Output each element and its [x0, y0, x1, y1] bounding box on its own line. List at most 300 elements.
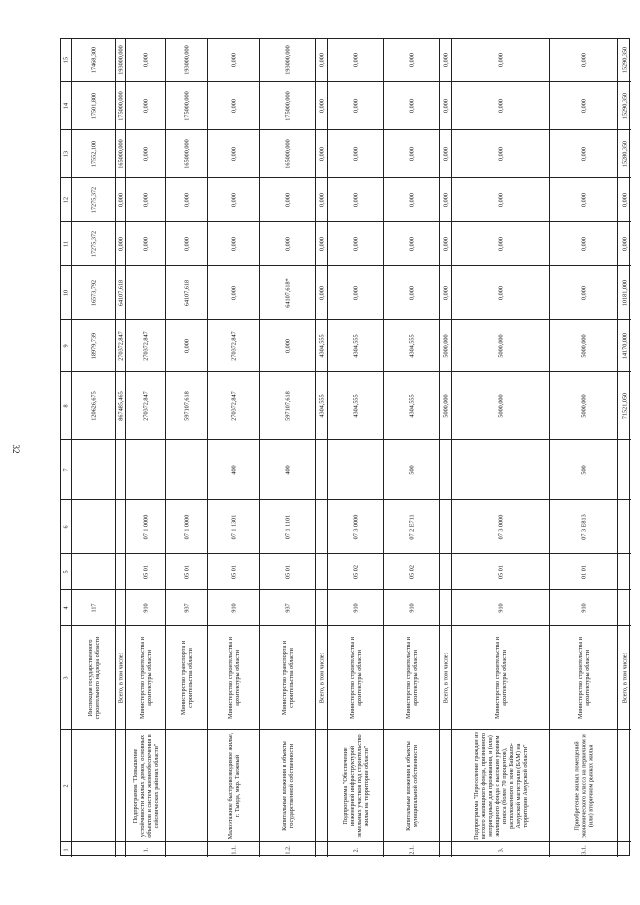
table-cell [383, 177, 439, 221]
table-cell [315, 625, 327, 729]
cell-text: 175000,000 [284, 90, 291, 121]
table-cell [115, 553, 125, 589]
table-cell [327, 439, 383, 499]
cell-text: 910 [352, 602, 359, 613]
cell-text: 0,000 [580, 285, 587, 300]
table-cell [115, 265, 125, 319]
cell-text: 5000,000 [497, 333, 504, 358]
table-cell [71, 625, 115, 729]
cell-text: 0,000 [318, 53, 325, 67]
cell-text: 0,000 [352, 236, 359, 251]
table-cell [327, 625, 383, 729]
table-cell [439, 553, 451, 589]
table-cell [259, 177, 315, 221]
cell-text: 0,000 [284, 192, 291, 207]
table-cell [617, 589, 631, 625]
table-cell [115, 371, 125, 439]
cell-text: Министерство строительства и архитектуры области [226, 636, 241, 719]
table-cell [315, 221, 327, 265]
table-cell [327, 371, 383, 439]
cell-text: 500 [408, 464, 415, 475]
cell-text: 07 3 0000 [497, 514, 504, 539]
cell-text: 867485,465 [117, 390, 124, 421]
table-cell [549, 39, 617, 81]
cell-text: 0,000 [408, 53, 415, 67]
cell-text: 910 [230, 602, 237, 613]
table-cell [71, 499, 115, 553]
table-cell [439, 81, 451, 129]
table-cell [125, 221, 165, 265]
cell-text: 0,000 [318, 192, 325, 207]
table-cell [207, 221, 259, 265]
table-cell [61, 319, 71, 371]
cell-text: Всего, в том числе: [318, 652, 325, 703]
cell-text: 175000,000 [117, 90, 124, 121]
cell-text: 4304,555 [408, 333, 415, 358]
cell-text: Инспекция государственного строительного надзора области [86, 636, 101, 719]
table-cell [61, 81, 71, 129]
table-cell [451, 129, 549, 177]
table-cell [259, 729, 315, 841]
table-cell [165, 81, 207, 129]
table-cell [549, 81, 617, 129]
table-cell [549, 221, 617, 265]
table-cell [115, 129, 125, 177]
table-cell [439, 221, 451, 265]
table-cell [451, 221, 549, 265]
table-cell [617, 177, 631, 221]
table-cell [125, 81, 165, 129]
cell-text: 3. [497, 847, 504, 852]
table-cell [327, 553, 383, 589]
cell-text: 0,000 [142, 236, 149, 251]
cell-text: 0,000 [230, 98, 237, 113]
table-cell [451, 439, 549, 499]
cell-text: 07 3 0000 [352, 514, 359, 539]
table-cell [617, 265, 631, 319]
table-cell [383, 499, 439, 553]
cell-text: 910 [142, 602, 149, 613]
cell-text: 597107,618 [183, 390, 190, 421]
cell-text: Малоэтажное быстровозводимое жилье, г. Тында, мкр. Таежный [226, 732, 241, 839]
table-cell [71, 439, 115, 499]
table-cell [439, 625, 451, 729]
cell-text: Министерство транспорта и строительства области [280, 640, 295, 715]
cell-text: 165000,000 [284, 138, 291, 169]
cell-text: 0,000 [117, 192, 124, 207]
cell-text: 05 02 [352, 564, 359, 579]
cell-text: 0,000 [621, 192, 628, 207]
cell-text: 0,000 [442, 146, 449, 161]
cell-text: 0,000 [142, 146, 149, 161]
table-cell [549, 371, 617, 439]
cell-text: 0,000 [230, 192, 237, 207]
cell-text: 0,000 [318, 98, 325, 113]
cell-text: 0,000 [352, 53, 359, 67]
cell-text: 0,000 [352, 285, 359, 300]
table-cell [439, 371, 451, 439]
cell-text: 0,000 [621, 236, 628, 251]
cell-text: 4304,555 [318, 333, 325, 358]
table-cell [549, 625, 617, 729]
table-cell [439, 265, 451, 319]
table-cell [439, 177, 451, 221]
table-cell [207, 841, 259, 857]
table-cell [383, 841, 439, 857]
cell-text: Министерство строительства и архитектуры области [138, 636, 153, 719]
table-cell [451, 499, 549, 553]
table-cell [617, 625, 631, 729]
table-cell [383, 81, 439, 129]
table-cell [207, 439, 259, 499]
table-cell [451, 81, 549, 129]
table-cell [115, 625, 125, 729]
table-cell [115, 439, 125, 499]
cell-text: 5000,000 [442, 393, 449, 418]
cell-text: 15290,350 [621, 46, 628, 74]
cell-text: 4304,555 [352, 393, 359, 418]
table-cell [71, 81, 115, 129]
cell-text: Министерство строительства и архитектуры области [348, 636, 363, 719]
table-cell [617, 319, 631, 371]
table-cell [617, 499, 631, 553]
table-cell [451, 265, 549, 319]
table-cell [115, 39, 125, 81]
table-cell [165, 729, 207, 841]
table-cell [383, 129, 439, 177]
table-cell [165, 439, 207, 499]
cell-text: 270372,847 [142, 390, 149, 421]
cell-text: 5000,000 [442, 333, 449, 358]
cell-text: 193000,000 [284, 45, 291, 75]
table-cell [125, 265, 165, 319]
table-cell [115, 319, 125, 371]
table-cell [125, 625, 165, 729]
cell-text: 0,000 [580, 192, 587, 207]
cell-text: 15280,350 [621, 140, 628, 167]
cell-text: 0,000 [318, 236, 325, 251]
cell-text: 05 01 [497, 564, 504, 579]
cell-text: 0,000 [230, 146, 237, 161]
table-cell [165, 39, 207, 81]
table-cell [259, 841, 315, 857]
table-cell [71, 553, 115, 589]
table-cell [71, 265, 115, 319]
table-cell [125, 589, 165, 625]
cell-text: 17552,100 [90, 140, 97, 167]
cell-text: 0,000 [142, 192, 149, 207]
table-cell [549, 553, 617, 589]
cell-text: 07 1 0000 [183, 514, 190, 539]
table-cell [451, 589, 549, 625]
cell-text: 2. [352, 847, 359, 852]
table-cell [259, 439, 315, 499]
table-cell [61, 371, 71, 439]
table-cell [115, 589, 125, 625]
table-cell [327, 177, 383, 221]
table-cell [61, 129, 71, 177]
cell-text: 5000,000 [497, 393, 504, 418]
cell-text: 71521,050 [621, 392, 628, 419]
column-number: 6 [62, 524, 70, 529]
budget-table [60, 38, 630, 856]
cell-text: Всего, в том числе: [117, 652, 124, 703]
column-number: 1 [62, 847, 70, 852]
cell-text: 17275,372 [90, 230, 97, 257]
table-cell [165, 177, 207, 221]
column-number: 8 [62, 403, 70, 408]
table-cell [383, 371, 439, 439]
table-cell [315, 841, 327, 857]
table-cell [315, 553, 327, 589]
table-cell [115, 221, 125, 265]
table-cell [383, 589, 439, 625]
table-cell [451, 39, 549, 81]
table-cell [71, 371, 115, 439]
cell-text: 0,000 [408, 146, 415, 161]
cell-text: 0,000 [352, 98, 359, 113]
table-cell [315, 589, 327, 625]
table-cell [165, 371, 207, 439]
table-cell [165, 553, 207, 589]
table-cell [617, 841, 631, 857]
table-cell [207, 81, 259, 129]
cell-text: 0,000 [442, 285, 449, 300]
cell-text: 165000,000 [117, 138, 124, 169]
table-cell [451, 371, 549, 439]
cell-text: Подпрограмма "Переселение граждан из ветхого жилищного фонда, признанного непригодным для проживания, и (или) жилищного фонда с высоким уровнем износа (более 70 процентов), расположенного в зоне Байкало-Амурской магистрали (БАМ) на территории Амурской области" [472, 731, 529, 840]
table-cell [71, 729, 115, 841]
cell-text: 0,000 [142, 53, 149, 67]
table-cell [61, 221, 71, 265]
cell-text: 0,000 [230, 236, 237, 251]
table-cell [259, 265, 315, 319]
table-cell [207, 729, 259, 841]
cell-text: 07 1 1301 [230, 514, 237, 539]
table-cell [71, 129, 115, 177]
table-cell [451, 729, 549, 841]
cell-text: 910 [408, 602, 415, 613]
cell-text: 0,000 [442, 236, 449, 251]
table-cell [125, 371, 165, 439]
column-number: 14 [62, 102, 70, 109]
cell-text: 07 1 1101 [284, 514, 291, 539]
table-cell [617, 129, 631, 177]
table-cell [207, 589, 259, 625]
table-cell [115, 499, 125, 553]
cell-text: 0,000 [497, 236, 504, 251]
cell-text: 0,000 [183, 236, 190, 251]
table-cell [207, 625, 259, 729]
table-cell [71, 221, 115, 265]
table-cell [439, 499, 451, 553]
table-cell [549, 499, 617, 553]
table-cell [207, 499, 259, 553]
cell-text: 5000,000 [580, 333, 587, 358]
cell-text: 0,000 [352, 192, 359, 207]
table-cell [61, 177, 71, 221]
page-number: 32 [11, 444, 21, 454]
cell-text: 0,000 [230, 285, 237, 300]
table-cell [549, 265, 617, 319]
cell-text: 0,000 [284, 236, 291, 251]
table-cell [315, 439, 327, 499]
table-cell [259, 319, 315, 371]
cell-text: Министерство строительства и архитектуры области [404, 636, 419, 719]
cell-text: 0,000 [142, 98, 149, 113]
cell-text: 500 [580, 464, 587, 475]
table-cell [617, 439, 631, 499]
cell-text: 910 [497, 602, 504, 613]
table-cell [125, 499, 165, 553]
cell-text: 01 01 [580, 564, 587, 579]
cell-text: Всего, в том числе: [442, 652, 449, 703]
table-cell [315, 265, 327, 319]
cell-text: 0,000 [408, 236, 415, 251]
table-cell [259, 39, 315, 81]
table-cell [259, 499, 315, 553]
table-cell [439, 841, 451, 857]
cell-text: 0,000 [442, 98, 449, 113]
cell-text: 0,000 [408, 98, 415, 113]
table-cell [439, 439, 451, 499]
cell-text: 193000,000 [117, 45, 124, 75]
column-number: 9 [62, 343, 70, 348]
cell-text: 64107,618 [183, 279, 190, 306]
cell-text: Приобретение жилых помещений экономического класса на первичном и (или) вторичном рынках жилья [573, 733, 594, 838]
cell-text: 120626,675 [90, 390, 97, 421]
table-cell [327, 39, 383, 81]
cell-text: 0,000 [497, 53, 504, 67]
cell-text: 0,000 [408, 192, 415, 207]
table-cell [383, 39, 439, 81]
cell-text: 18979,739 [90, 332, 97, 359]
table-cell [207, 265, 259, 319]
table-cell [115, 177, 125, 221]
table-cell [315, 499, 327, 553]
table-cell [451, 841, 549, 857]
table-cell [125, 439, 165, 499]
cell-text: 0,000 [230, 53, 237, 67]
cell-text: 07 3 Е813 [580, 513, 587, 540]
table-cell [383, 729, 439, 841]
table-cell [115, 729, 125, 841]
table-cell [165, 589, 207, 625]
cell-text: 175000,000 [183, 90, 190, 121]
table-cell [207, 39, 259, 81]
table-cell [61, 39, 71, 81]
cell-text: 193000,000 [183, 45, 190, 75]
cell-text: 0,000 [183, 192, 190, 207]
table-cell [207, 371, 259, 439]
table-cell [259, 221, 315, 265]
table-cell [617, 81, 631, 129]
cell-text: Министерство строительства и архитектуры области [576, 636, 591, 719]
table-cell [61, 841, 71, 857]
table-cell [617, 221, 631, 265]
table-cell [71, 39, 115, 81]
cell-text: 270372,847 [117, 330, 124, 361]
cell-text: 4304,555 [408, 393, 415, 418]
cell-text: 4304,555 [318, 393, 325, 418]
table-cell [383, 439, 439, 499]
cell-text: 117 [90, 602, 97, 613]
table-cell [259, 589, 315, 625]
table-cell [549, 129, 617, 177]
table-cell [61, 589, 71, 625]
table-cell [259, 553, 315, 589]
table-cell [165, 129, 207, 177]
table-cell [383, 625, 439, 729]
cell-text: Капитальные вложения в объекты государственной собственности [280, 740, 295, 831]
cell-text: 1. [142, 847, 149, 852]
column-number: 13 [62, 150, 70, 157]
column-number: 4 [62, 605, 70, 610]
cell-text: 1.2. [284, 844, 291, 855]
cell-text: 0,000 [580, 98, 587, 113]
table-cell [439, 589, 451, 625]
table-cell [259, 371, 315, 439]
table-cell [439, 129, 451, 177]
cell-text: 165000,000 [183, 138, 190, 169]
table-cell [383, 553, 439, 589]
table-cell [439, 729, 451, 841]
table-cell [71, 177, 115, 221]
table-cell [451, 177, 549, 221]
cell-text: 17501,800 [90, 92, 97, 119]
table-cell [61, 625, 71, 729]
column-number: 2 [62, 783, 70, 788]
column-number: 10 [62, 289, 70, 296]
column-number: 5 [62, 569, 70, 574]
table-cell [549, 177, 617, 221]
cell-text: 0,000 [580, 146, 587, 161]
table-cell [259, 129, 315, 177]
cell-text: Всего, в том числе: [621, 652, 628, 703]
column-number: 3 [62, 675, 70, 680]
cell-text: 17275,372 [90, 186, 97, 213]
cell-text: 0,000 [183, 338, 190, 353]
cell-text: 1.1. [230, 844, 237, 855]
table-cell [327, 129, 383, 177]
cell-text: 05 01 [284, 564, 291, 579]
table-cell [165, 841, 207, 857]
cell-text: Министерство транспорта и строительства области [179, 640, 194, 715]
table-cell [259, 81, 315, 129]
column-number: 15 [62, 56, 70, 64]
table-cell [125, 841, 165, 857]
table-cell [617, 371, 631, 439]
cell-text: 0,000 [580, 53, 587, 67]
table-cell [125, 729, 165, 841]
cell-text: 64107,618 [117, 279, 124, 306]
table-cell [165, 625, 207, 729]
table-cell [165, 221, 207, 265]
table-cell [549, 841, 617, 857]
cell-text: 910 [580, 602, 587, 613]
table-cell [165, 499, 207, 553]
table-cell [439, 319, 451, 371]
table-cell [259, 625, 315, 729]
cell-text: 17468,300 [90, 46, 97, 74]
cell-text: 270372,847 [142, 330, 149, 361]
cell-text: 16573,792 [90, 279, 97, 306]
cell-text: 05 02 [408, 564, 415, 579]
table-cell [327, 81, 383, 129]
table-cell [383, 221, 439, 265]
cell-text: 400 [230, 464, 237, 475]
cell-text: Министерство строительства и архитектуры области [493, 636, 508, 719]
